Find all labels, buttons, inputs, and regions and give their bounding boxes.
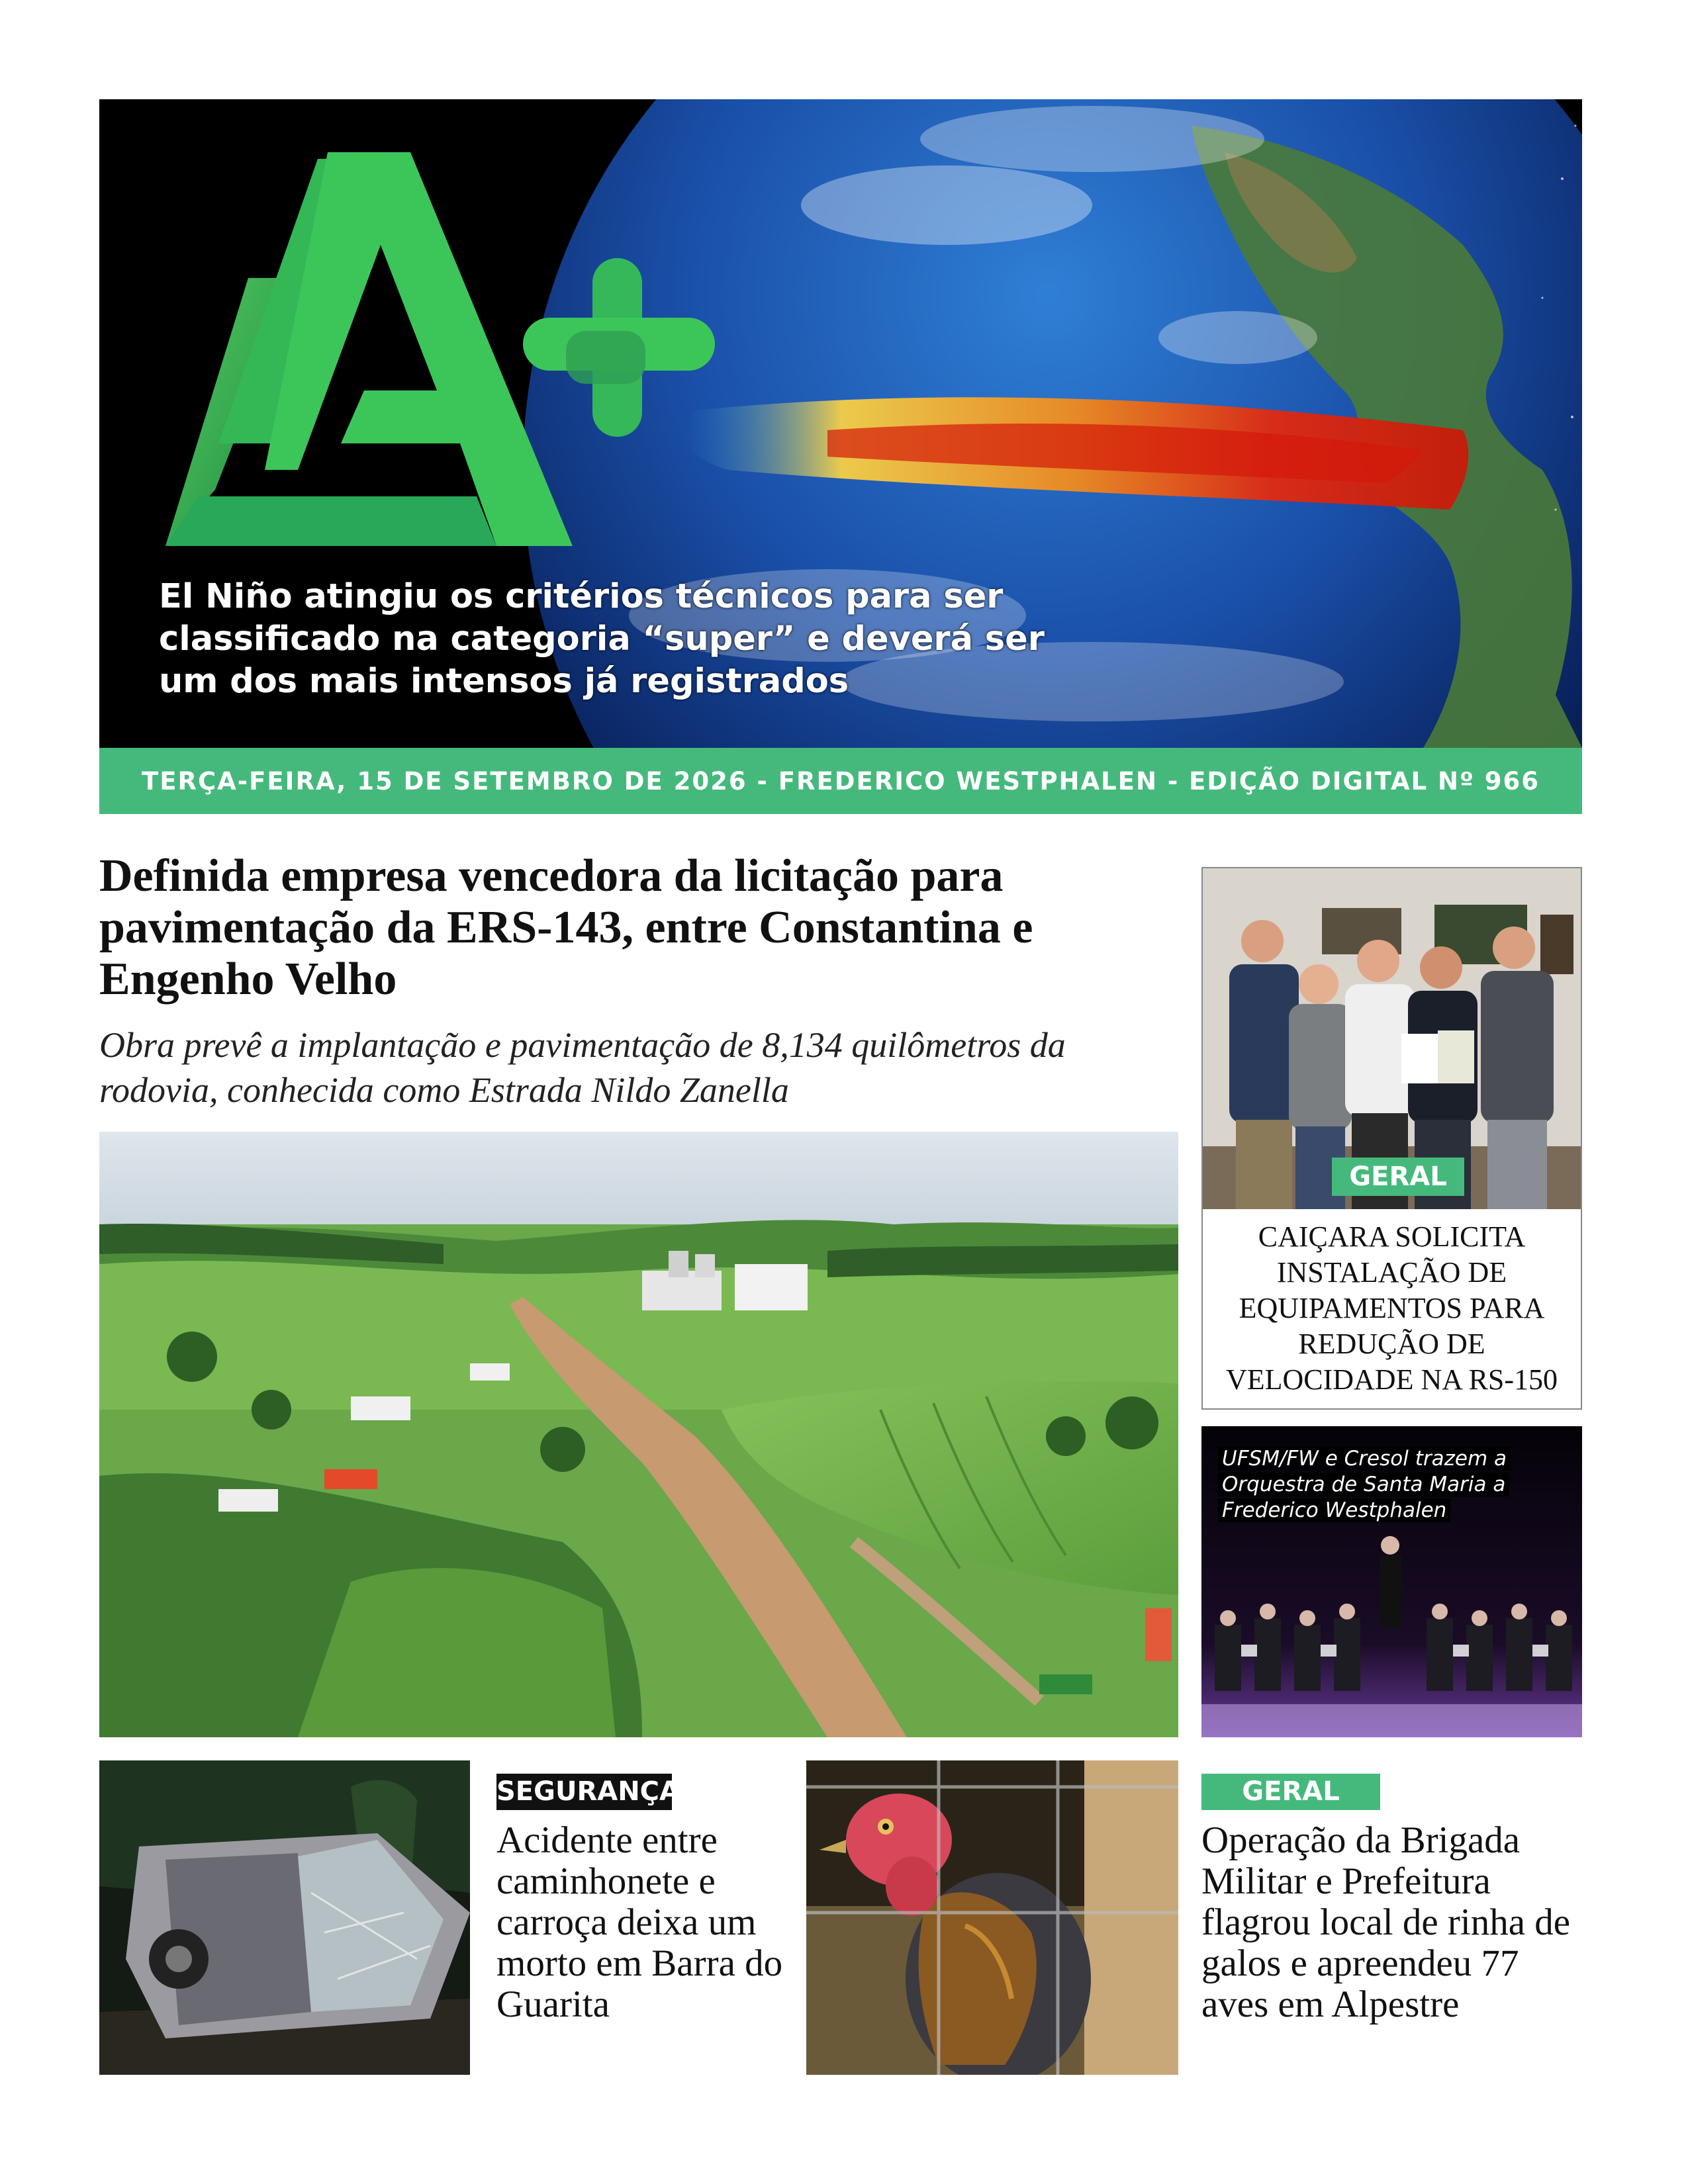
hero-headline[interactable]: El Niño atingiu os critérios técnicos para ser classificado na categoria “super” e deverá ser um dos mais intensos já registrados — [159, 577, 1045, 701]
main-story-title[interactable]: Definida empresa vencedora da licitação para pavimentação da ERS-143, entre Constantina e Engenho Velho — [99, 850, 1033, 1005]
category-tag-geral[interactable]: GERAL — [1201, 1774, 1380, 1810]
crash-story-title[interactable]: Acidente entre caminhonete e carroça deixa um morto em Barra do Guarita — [496, 1819, 783, 2025]
side-story-caicara[interactable] — [1201, 867, 1582, 1410]
side-story-title-text: UFSM/FW e Cresol trazem a Orquestra de Santa Maria a Frederico Westphalen — [1218, 1447, 1511, 1522]
rooster-photo-icon — [806, 1760, 1178, 2075]
crash-story-photo[interactable] — [99, 1760, 470, 2075]
crashed-truck-photo-icon — [99, 1760, 470, 2075]
category-tag-seguranca[interactable]: SEGURANÇA — [496, 1774, 672, 1810]
rooster-story-photo[interactable] — [806, 1760, 1178, 2075]
edition-date-bar: TERÇA-FEIRA, 15 DE SETEMBRO DE 2026 - FREDERICO WESTPHALEN - EDIÇÃO DIGITAL Nº 966 — [99, 748, 1582, 814]
rural-road-aerial-photo-icon — [99, 1132, 1178, 1737]
side-story-title[interactable] — [1218, 1446, 1575, 1524]
category-tag-geral[interactable]: GERAL — [1332, 1158, 1464, 1196]
side-story-title[interactable]: CAIÇARA SOLICITA INSTALAÇÃO DE EQUIPAMENTOS PARA REDUÇÃO DE VELOCIDADE NA RS-150 — [1225, 1220, 1558, 1396]
a-plus-logo-icon[interactable] — [99, 99, 761, 576]
side-story-orquestra[interactable] — [1201, 1426, 1582, 1737]
main-story-photo[interactable] — [99, 1132, 1178, 1737]
rooster-story-title[interactable]: Operação da Brigada Militar e Prefeitura flagrou local de rinha de galos e apreendeu 77 aves em Alpestre — [1201, 1819, 1571, 2025]
hero-banner[interactable] — [99, 99, 1582, 748]
main-story-subtitle: Obra prevê a implantação e pavimentação de 8,134 quilômetros da rodovia, conhecida como Estrada Nildo Zanella — [99, 1025, 1066, 1110]
